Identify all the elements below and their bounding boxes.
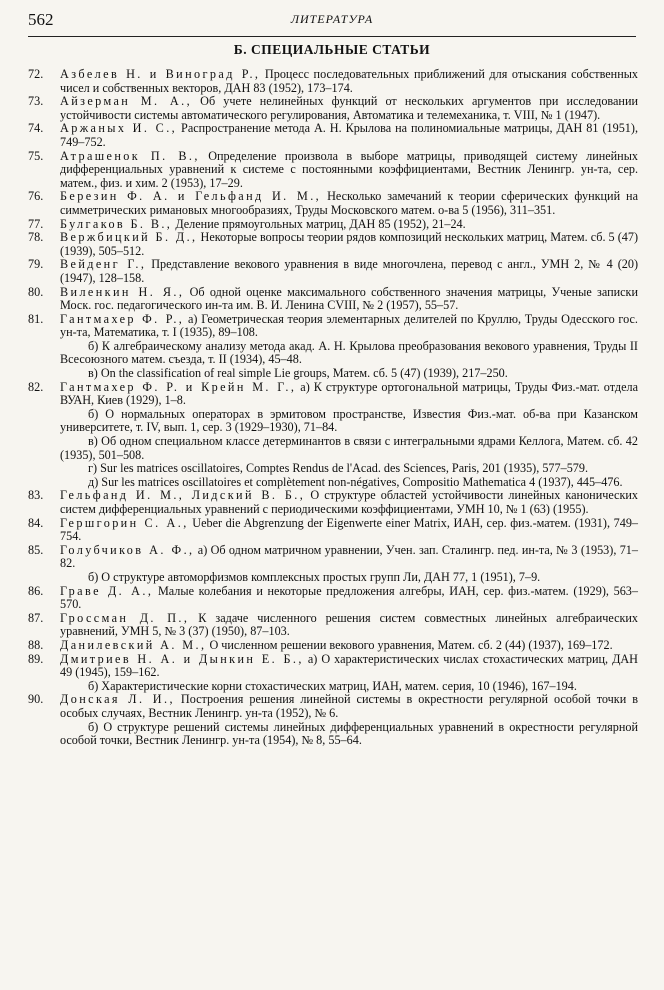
reference-text: Об одной оценке максимального собственного значения матрицы, Ученые записки Моск. гос. педагогического ин-та им. В. И. Ленина CVIII, № 2 (1957), 55–57. — [60, 284, 638, 313]
reference-authors: Гантмахер Ф. Р. и Крейн М. Г., — [60, 379, 297, 394]
reference-text: Построения решения линейной системы в окрестности регулярной особой точки в особых случаях, Вестник Ленингр. ун-та (1952), № 6. — [60, 692, 638, 720]
reference-number: 76. — [28, 189, 44, 204]
reference-number: 82. — [28, 379, 44, 394]
reference-text: Определение произвола в выборе матрицы, приводящей систему линейных дифференциальных уравнений к системе с постоянными коэффициентами, Вестник Ленингр. ун-та, сер. матем., физ. и хим. 2 (1953), 17–29. — [60, 148, 638, 190]
reference-entry — [28, 258, 638, 285]
reference-subentry: б) К алгебраическому анализу метода акад. А. Н. Крылова преобразования векового уравнения, Труды II Всесоюзного матем. съезда, т. II (1934), 45–48. — [60, 338, 638, 367]
reference-authors: Азбелев Н. и Виноград Р., — [60, 67, 261, 81]
reference-entry — [28, 68, 638, 95]
reference-number: 86. — [28, 583, 44, 598]
reference-number: 80. — [28, 284, 44, 299]
reference-authors: Дмитриев Н. А. и Дынкин Е. Б., — [60, 651, 304, 666]
reference-authors: Граве Д. А., — [60, 583, 154, 598]
reference-text: Деление прямоугольных матриц, ДАН 85 (1952), 21–24. — [172, 216, 466, 231]
reference-subentry: в) Об одном специальном классе детерминантов в связи с интегральными ядрами Келлога, Матем. сб. 42 (1935), 501–508. — [60, 434, 638, 462]
reference-entry — [28, 231, 638, 258]
reference-text: Представление векового уравнения в виде многочлена, перевод с англ., УМН 2, № 4 (20) (1947), 128–158. — [60, 257, 639, 285]
reference-number: 88. — [28, 637, 44, 652]
reference-authors: Вержбицкий Б. Д., — [60, 230, 198, 245]
reference-authors: Аржаных И. С., — [60, 121, 178, 136]
reference-entry — [28, 585, 638, 612]
reference-text: а) Об одном матричном уравнении, Учен. зап. Сталингр. пед. ин-та, № 3 (1953), 71–82. — [60, 542, 638, 571]
reference-number: 73. — [28, 94, 44, 109]
reference-authors: Булгаков Б. В., — [60, 216, 173, 231]
reference-number: 83. — [28, 488, 44, 503]
reference-number: 75. — [28, 148, 44, 163]
reference-text: Малые колебания и некоторые предложения алгебры, ИАН, сер. физ.-матем. (1929), 563–570. — [60, 583, 638, 612]
reference-text: Распространение метода А. Н. Крылова на полиномиальные матрицы, ДАН 81 (1951), 749–752. — [60, 121, 638, 149]
reference-number: 90. — [28, 692, 44, 707]
reference-entry — [28, 693, 638, 720]
reference-entry — [28, 190, 638, 217]
reference-entry — [28, 313, 638, 340]
reference-number: 87. — [28, 610, 44, 625]
reference-entry — [28, 218, 638, 232]
section-title: Б. СПЕЦИАЛЬНЫЕ СТАТЬИ — [233, 42, 431, 57]
reference-authors: Березин Ф. А. и Гельфанд И. М., — [60, 189, 322, 204]
reference-subentry: б) О нормальных операторах в эрмитовом пространстве, Известия Физ.-мат. об-ва при Казанском университете, т. IV, вып. 1, сер. 3 (1929–1930), 71–84. — [60, 406, 638, 435]
reference-entry — [28, 95, 638, 122]
reference-number: 89. — [28, 651, 44, 666]
reference-subentry: б) Характеристические корни стохастических матриц, ИАН, матем. серия, 10 (1946), 167–194. — [88, 678, 577, 693]
reference-text: а) Геометрическая теория элементарных делителей по Круллю, Труды Одесского гос. ун-та, Математика, т. I (1935), 89–108. — [60, 311, 638, 340]
reference-text: а) О характеристических числах стохастических матриц, ДАН 49 (1945), 159–162. — [60, 651, 638, 680]
reference-authors: Гантмахер Ф. Р., — [60, 311, 185, 326]
reference-authors: Виленкин Н. Я., — [60, 284, 185, 299]
reference-entry — [28, 489, 638, 516]
reference-list — [28, 68, 638, 748]
reference-text: О структуре областей устойчивости линейных канонических систем дифференциальных уравнений с периодическими коэффициентами, УМН 10, № 1 (63) (1955). — [60, 488, 639, 516]
reference-text: Об учете нелинейных функций от нескольких аргументов при исследовании устойчивости системы автоматического регулирования, Автоматика и телемеханика, т. VIII, № 1 (1947). — [60, 94, 638, 122]
reference-authors: Атрашенок П. В., — [60, 148, 200, 163]
reference-subentry: в) On the classification of real simple Lie groups, Матем. сб. 5 (47) (1939), 217–250. — [88, 366, 508, 381]
reference-entry — [28, 286, 638, 313]
reference-authors: Вейденг Г., — [60, 257, 147, 272]
reference-number: 77. — [28, 216, 44, 231]
reference-subentry: б) О структуре решений системы линейных дифференциальных уравнений в окрестности регулярной особой точки, Вестник Ленингр. ун-та (1954), № 8, 55–64. — [60, 719, 638, 748]
reference-text: О численном решении векового уравнения, Матем. сб. 2 (44) (1937), 169–172. — [206, 637, 613, 652]
reference-number: 79. — [28, 257, 44, 272]
reference-entry — [28, 122, 638, 149]
reference-entry — [28, 381, 638, 408]
reference-authors: Гельфанд И. М., Лидский В. Б., — [60, 488, 306, 503]
reference-authors: Айзерман М. А., — [60, 94, 193, 109]
reference-number: 85. — [28, 542, 44, 557]
reference-entry — [28, 517, 638, 544]
reference-authors: Голубчиков А. Ф., — [60, 542, 195, 557]
reference-number: 74. — [28, 121, 44, 136]
page-header — [28, 10, 636, 36]
running-head: ЛИТЕРАТУРА — [290, 12, 374, 26]
reference-number: 78. — [28, 230, 44, 245]
reference-text: Процесс последовательных приближений для отыскания собственных чисел и собственных векторов, ДАН 83 (1952), 173–174. — [60, 67, 638, 95]
reference-entry — [28, 544, 638, 571]
reference-entry — [28, 150, 638, 191]
header-rule — [28, 36, 636, 37]
page-number: 562 — [28, 10, 54, 29]
reference-number: 81. — [28, 311, 44, 326]
reference-subentry: д) Sur les matrices oscillatoires et complètement non-négatives, Compositio Mathematica 4 (1937), 445–476. — [88, 474, 623, 489]
reference-authors: Данилевский А. М., — [60, 637, 207, 652]
reference-text: К задаче численного решения систем совместных линейных алгебраических уравнений, УМН 5, № 3 (37) (1950), 87–103. — [60, 610, 639, 639]
reference-authors: Гроссман Д. П., — [60, 610, 190, 625]
reference-text: а) К структуре ортогональной матрицы, Труды Физ.-мат. отдела ВУАН, Киев (1929), 1–8. — [60, 379, 639, 408]
reference-subentry: б) О структуре автоморфизмов комплексных простых групп Ли, ДАН 77, 1 (1951), 7–9. — [88, 569, 541, 584]
reference-subentry: г) Sur les matrices oscillatoires, Comptes Rendus de l'Acad. des Sciences, Paris, 201 (1935), 577–579. — [88, 461, 589, 476]
reference-entry — [28, 653, 638, 680]
reference-entry — [28, 612, 638, 639]
reference-authors: Донская Л. И., — [60, 692, 175, 707]
reference-text: Некоторые вопросы теории рядов композиций нескольких матриц, Матем. сб. 5 (47) (1939), 505–512. — [60, 230, 639, 258]
reference-authors: Гершгорин С. А., — [60, 515, 189, 530]
reference-number: 84. — [28, 515, 44, 530]
reference-text: Ueber die Abgrenzung der Eigenwerte einer Matrix, ИАН, сер. физ.-матем. (1931), 749–754. — [60, 515, 639, 544]
reference-entry — [28, 639, 638, 653]
reference-text: Несколько замечаний к теории сферических функций на симметрических римановых многообразиях, Труды Московского матем. о-ва 5 (1956), 311–351. — [60, 189, 638, 217]
reference-number: 72. — [28, 67, 44, 81]
